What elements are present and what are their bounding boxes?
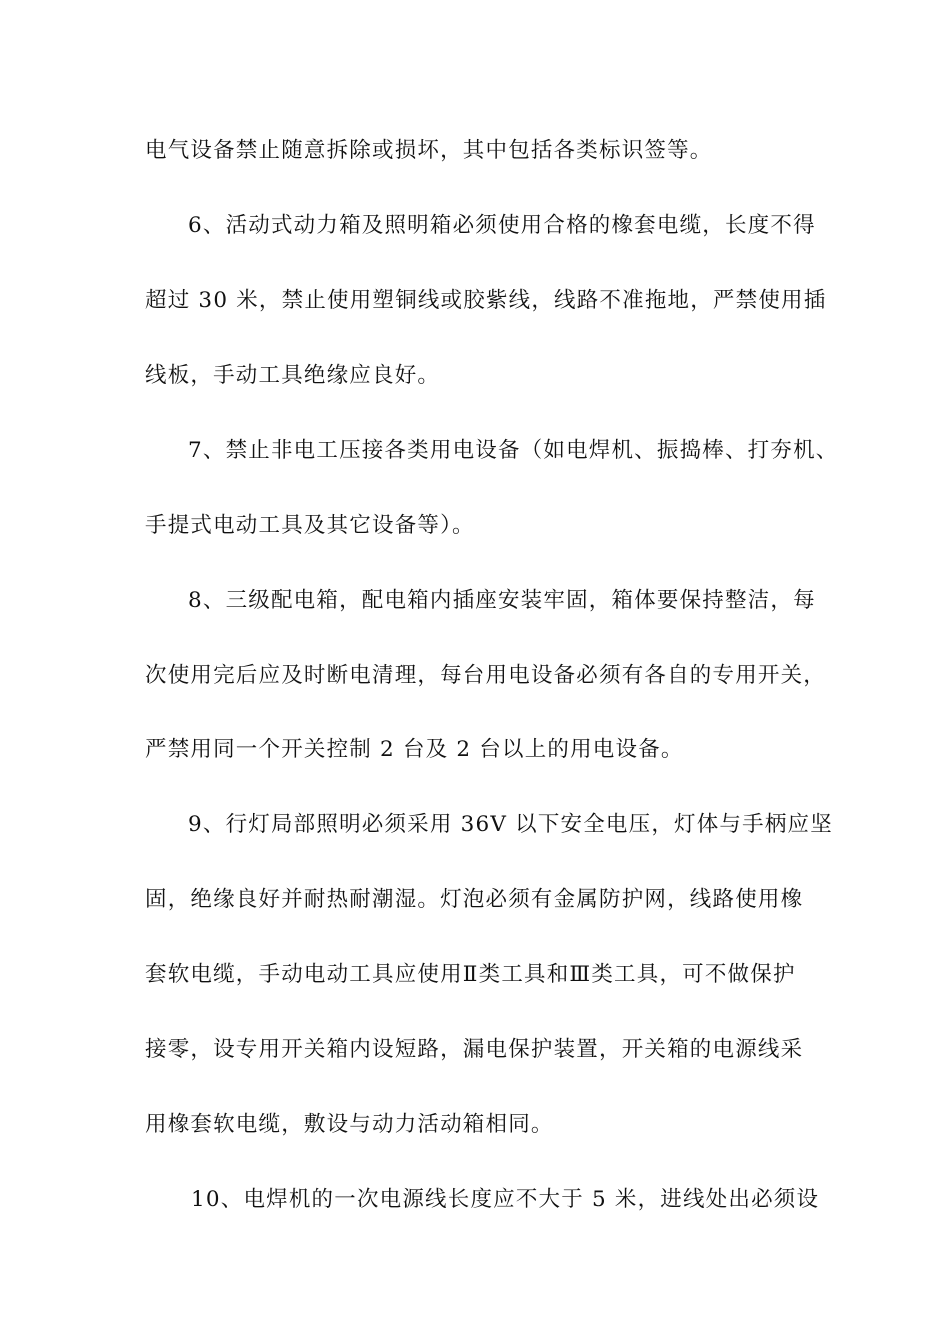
paragraph-line: 6、活动式动力箱及照明箱必须使用合格的橡套电缆，长度不得 — [188, 213, 816, 238]
paragraph-line: 电气设备禁止随意拆除或损坏，其中包括各类标识签等。 — [145, 138, 713, 163]
paragraph-line: 9、行灯局部照明必须采用 36V 以下安全电压，灯体与手柄应坚 — [188, 812, 833, 837]
paragraph-line: 7、禁止非电工压接各类用电设备（如电焊机、振捣棒、打夯机、 — [188, 438, 839, 463]
paragraph-line: 线板，手动工具绝缘应良好。 — [145, 363, 441, 388]
paragraph-line: 用橡套软电缆，敷设与动力活动箱相同。 — [145, 1112, 554, 1137]
paragraph-line: 8、三级配电箱，配电箱内插座安装牢固，箱体要保持整洁，每 — [188, 588, 816, 613]
paragraph-line: 固，绝缘良好并耐热耐潮湿。灯泡必须有金属防护网，线路使用橡 — [145, 887, 804, 912]
paragraph-line: 接零，设专用开关箱内设短路，漏电保护装置，开关箱的电源线采 — [145, 1037, 804, 1062]
paragraph-line: 手提式电动工具及其它设备等）。 — [145, 513, 475, 538]
paragraph-line: 严禁用同一个开关控制 2 台及 2 台以上的用电设备。 — [145, 737, 684, 762]
paragraph-line: 套软电缆，手动电动工具应使用Ⅱ类工具和Ⅲ类工具，可不做保护 — [145, 962, 796, 987]
paragraph-line: 次使用完后应及时断电清理，每台用电设备必须有各自的专用开关， — [145, 663, 827, 688]
paragraph-line: 10、电焊机的一次电源线长度应不大于 5 米，进线处出必须设 — [191, 1187, 820, 1212]
paragraph-line: 超过 30 米，禁止使用塑铜线或胶紫线，线路不准拖地，严禁使用插 — [145, 288, 827, 313]
